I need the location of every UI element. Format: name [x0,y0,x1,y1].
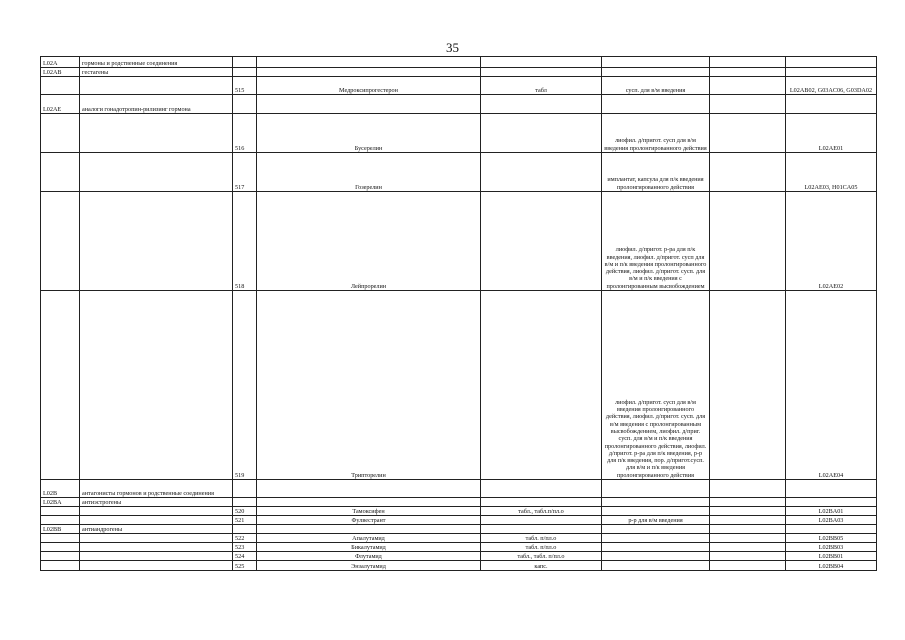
row-dosage-form [481,68,602,77]
row-release-form [602,507,710,516]
row-code: L02AE [41,95,80,114]
row-code [41,534,80,543]
row-atc-code [786,57,877,68]
row-number: 518 [233,192,257,291]
row-drug-name: Флутамид [257,552,481,561]
row-group-name: гестагены [80,68,233,77]
row-drug-name: Лейпрорелин [257,192,481,291]
row-release-form [602,534,710,543]
row-dosage-form [481,192,602,291]
row-code: L02B [41,480,80,498]
row-dosage-form [481,57,602,68]
row-release-form [602,498,710,507]
table-row [41,57,877,68]
row-atc-code [786,498,877,507]
row-dosage-form: табл [481,77,602,95]
row-release-form: лиофил. д/пригот. сусп для в/м введения пролонгированного действия [602,114,710,153]
row-number [233,57,257,68]
row-code [41,153,80,192]
row-group-name [80,114,233,153]
row-group-name: антиэстрогены [80,498,233,507]
row-release-form: лиофил. д/пригот. сусп для в/м введения пролонгированного действия, лиофил. д/пригот. сусп. для в/м введения с пролонгированным высвобождением, лиофил. д/приг. сусп. для в/м и п/к введения пролонгированного действия, лиофил. д/пригот. р-ра для п/к введения, р-р для п/к введения, пор. д/пригот.сусп. для в/м и п/к введения пролонгированного действия [602,291,710,480]
table-row [41,480,877,498]
table-row [41,192,877,291]
row-drug-name: Трипторелин [257,291,481,480]
row-dosage-form [481,498,602,507]
row-dosage-form [481,480,602,498]
row-code [41,77,80,95]
table-row [41,498,877,507]
page-number: 35 [446,40,459,55]
row-atc-code [786,68,877,77]
row-group-name [80,153,233,192]
row-group-name: антиандрогены [80,525,233,534]
row-drug-name [257,498,481,507]
row-number: 517 [233,153,257,192]
row-release-form [602,480,710,498]
table-row [41,516,877,525]
row-dosage-form [481,291,602,480]
row-empty-cell [710,543,786,552]
row-empty-cell [710,77,786,95]
table-body [41,57,877,571]
row-code: L02AB [41,68,80,77]
row-empty-cell [710,95,786,114]
row-atc-code [786,480,877,498]
row-release-form: лиофил. д/пригот. р-ра для п/к введения, лиофил. д/пригот. сусп для в/м и п/к введения пролонгированного действия, лиофил. д/пригот. сусп. для в/м и п/к введения с пролонгированным высвобождением [602,192,710,291]
row-drug-name: Бикалутамид [257,543,481,552]
row-release-form [602,68,710,77]
row-number: 522 [233,534,257,543]
row-dosage-form: табл. п/пл.о [481,534,602,543]
row-dosage-form: табл., табл.п/пл.о [481,507,602,516]
row-atc-code: L02AB02, G03AC06, G03DA02 [786,77,877,95]
row-release-form [602,552,710,561]
row-drug-name: Бусерелин [257,114,481,153]
row-group-name [80,561,233,571]
table-row [41,525,877,534]
row-atc-code: L02BB01 [786,552,877,561]
row-code [41,516,80,525]
row-code: L02BA [41,498,80,507]
row-drug-name: Апалутамид [257,534,481,543]
row-number: 521 [233,516,257,525]
row-atc-code [786,525,877,534]
row-atc-code: L02BB04 [786,561,877,571]
row-drug-name [257,525,481,534]
row-empty-cell [710,57,786,68]
row-empty-cell [710,561,786,571]
row-atc-code: L02AE04 [786,291,877,480]
row-release-form: сусп. для в/м введения [602,77,710,95]
row-number: 524 [233,552,257,561]
row-number [233,68,257,77]
row-empty-cell [710,498,786,507]
row-release-form: имплантат, капсула для п/к введения пролонгированного действия [602,153,710,192]
row-group-name: гормоны и родственные соединения [80,57,233,68]
drug-table [40,56,877,571]
table-row [41,552,877,561]
row-empty-cell [710,114,786,153]
row-empty-cell [710,507,786,516]
row-number: 516 [233,114,257,153]
row-drug-name [257,480,481,498]
row-number: 520 [233,507,257,516]
row-group-name [80,543,233,552]
table-row [41,95,877,114]
row-number: 519 [233,291,257,480]
row-code [41,192,80,291]
row-drug-name: Тамоксифен [257,507,481,516]
row-number: 525 [233,561,257,571]
row-number [233,498,257,507]
row-empty-cell [710,552,786,561]
row-group-name [80,192,233,291]
row-code: L02BB [41,525,80,534]
row-release-form [602,57,710,68]
row-dosage-form [481,153,602,192]
row-dosage-form [481,95,602,114]
row-code: L02A [41,57,80,68]
row-number [233,95,257,114]
table-row [41,153,877,192]
row-group-name [80,291,233,480]
row-empty-cell [710,516,786,525]
row-empty-cell [710,480,786,498]
row-drug-name [257,95,481,114]
row-drug-name: Гозерелин [257,153,481,192]
row-empty-cell [710,153,786,192]
row-atc-code: L02BA01 [786,507,877,516]
row-dosage-form: табл. п/пл.о [481,543,602,552]
table-row [41,77,877,95]
row-number [233,480,257,498]
row-empty-cell [710,192,786,291]
row-release-form [602,561,710,571]
row-number: 523 [233,543,257,552]
row-code [41,114,80,153]
table-row [41,68,877,77]
row-empty-cell [710,68,786,77]
row-group-name [80,552,233,561]
row-dosage-form [481,114,602,153]
row-release-form: р-р для в/м введения [602,516,710,525]
row-group-name [80,77,233,95]
table-row [41,291,877,480]
row-code [41,507,80,516]
table-row [41,507,877,516]
row-drug-name: Медроксипрогестерон [257,77,481,95]
row-number: 515 [233,77,257,95]
row-drug-name: Фулвестрант [257,516,481,525]
row-drug-name: Энзалутамид [257,561,481,571]
row-group-name [80,507,233,516]
table-row [41,561,877,571]
row-empty-cell [710,291,786,480]
row-dosage-form [481,516,602,525]
row-release-form [602,543,710,552]
row-atc-code: L02BB03 [786,543,877,552]
row-group-name [80,534,233,543]
row-empty-cell [710,525,786,534]
row-atc-code: L02BB05 [786,534,877,543]
row-dosage-form: табл., табл. п/пл.о [481,552,602,561]
row-atc-code: L02AE01 [786,114,877,153]
row-atc-code: L02AE03, H01CA05 [786,153,877,192]
row-release-form [602,525,710,534]
row-group-name [80,516,233,525]
row-code [41,552,80,561]
row-code [41,543,80,552]
table-row [41,534,877,543]
row-code [41,561,80,571]
row-group-name: аналоги гонадотропин-рилизинг гормона [80,95,233,114]
row-release-form [602,95,710,114]
row-drug-name [257,57,481,68]
row-number [233,525,257,534]
row-dosage-form [481,525,602,534]
row-group-name: антагонисты гормонов и родственные соединения [80,480,233,498]
row-drug-name [257,68,481,77]
row-dosage-form: капс. [481,561,602,571]
row-empty-cell [710,534,786,543]
row-code [41,291,80,480]
row-atc-code: L02AE02 [786,192,877,291]
row-atc-code: L02BA03 [786,516,877,525]
row-atc-code [786,95,877,114]
table-row [41,114,877,153]
table-row [41,543,877,552]
